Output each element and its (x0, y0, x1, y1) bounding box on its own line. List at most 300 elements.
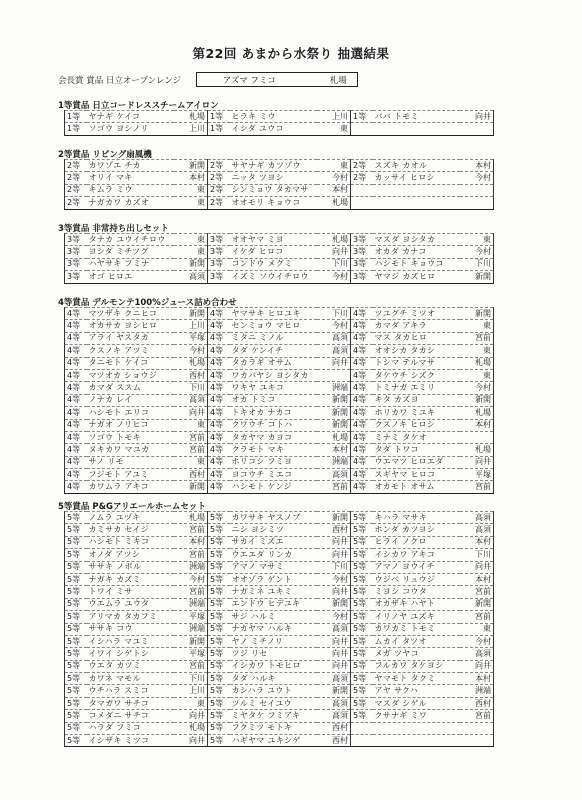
empty-cell (351, 123, 373, 135)
prize-rank: 3等 (65, 271, 87, 283)
winner-name: オカザキ ハヤト (373, 598, 460, 610)
winner-name: カワムラ アキコ (87, 481, 174, 493)
winner-place: 東 (460, 369, 494, 381)
winner-name: サジ ハルミ (230, 611, 317, 623)
winner-name: ヤナギ ケイコ (87, 111, 174, 123)
winner-name: ワキヤ ユキコ (230, 382, 317, 394)
winner-name: サヤナギ カツゾウ (230, 160, 317, 172)
winner-name: オオヤマ ミヨ (230, 234, 317, 246)
winner-name: イシカワ トモヒロ (230, 660, 317, 672)
winner-place: 東 (460, 320, 494, 332)
winner-name: ナガキ カズミ (87, 573, 174, 585)
table-row (65, 512, 494, 524)
prize-rank: 5等 (351, 710, 373, 722)
prize-rank: 5等 (351, 512, 373, 524)
winner-name: ツユグチ ミツオ (373, 308, 460, 320)
winner-name: ヌキカワ マユカ (87, 444, 174, 456)
winner-place: 今村 (460, 172, 494, 184)
winner-place: 向井 (460, 456, 494, 468)
table-row (65, 382, 494, 394)
winner-name: オリイ マキ (87, 172, 174, 184)
prize-rank: 4等 (208, 407, 230, 419)
empty-cell (460, 123, 494, 135)
winner-name: ナガカワ カズオ (87, 197, 174, 209)
winner-name: ハギヤマ ユキシゲ (230, 735, 317, 747)
empty-cell (351, 722, 373, 734)
winner-name: ハヤサキ フミナ (87, 258, 174, 270)
table-row (65, 598, 494, 610)
winner-name: タダ ハルキ (230, 673, 317, 685)
winner-place: 向井 (317, 549, 351, 561)
winner-name: ノムラ ユヅキ (87, 512, 174, 524)
winner-place: 札場 (460, 444, 494, 456)
prize-rank: 5等 (208, 524, 230, 536)
winner-name: カミサカ セイジ (87, 524, 174, 536)
prize-rank: 5等 (65, 735, 87, 747)
winner-name: ヨシダ ミチツグ (87, 246, 174, 258)
prize-rank: 3等 (65, 246, 87, 258)
winner-name: コメダニ サチコ (87, 710, 174, 722)
winners-table (64, 511, 494, 747)
winner-name: ウエエダ リンカ (230, 549, 317, 561)
section-heading: 5等賞品 P&Gアリエールホームセット (58, 502, 206, 512)
winner-place: 札場 (317, 431, 351, 443)
winner-place: 高須 (460, 648, 494, 660)
winner-name: ミタニ ミノル (230, 332, 317, 344)
winner-name: ヤマジ カズヒロ (373, 271, 460, 283)
winner-name: マツオカ ショウジ (87, 369, 174, 381)
prize-rank: 2等 (351, 172, 373, 184)
winner-place: 向井 (460, 660, 494, 672)
winner-place: 本村 (460, 419, 494, 431)
table-row (65, 735, 494, 747)
empty-cell (351, 197, 373, 209)
prize-rank: 5等 (351, 635, 373, 647)
grand-prize-box (196, 72, 358, 87)
prize-rank: 5等 (351, 623, 373, 635)
winner-place: 宮前 (317, 481, 351, 493)
prize-rank: 5等 (65, 722, 87, 734)
winner-name: ウチハラ スミコ (87, 685, 174, 697)
winner-name: フジモト アユミ (87, 469, 174, 481)
winner-place: 札場 (174, 722, 208, 734)
winner-place: 今村 (317, 611, 351, 623)
prize-rank: 5等 (208, 635, 230, 647)
winner-name: フクミツ モトキ (230, 722, 317, 734)
winner-name: ヒラキ ミウ (230, 111, 317, 123)
prize-rank: 5等 (351, 673, 373, 685)
prize-rank: 5等 (351, 611, 373, 623)
winner-place: 下川 (174, 382, 208, 394)
winner-name: ハラダ フミコ (87, 722, 174, 734)
winner-name: オノダ アツシ (87, 549, 174, 561)
prize-rank: 4等 (208, 382, 230, 394)
winner-place: 宮前 (174, 444, 208, 456)
winner-name: カッサイ ヒロシ (373, 172, 460, 184)
winner-name: カワカミ トモミ (373, 623, 460, 635)
winner-name: カワネ マモル (87, 673, 174, 685)
winner-name: アリマカ タカフミ (87, 611, 174, 623)
winner-place: 札場 (317, 234, 351, 246)
table-row (65, 481, 494, 493)
prize-rank: 4等 (208, 320, 230, 332)
prize-rank: 5等 (208, 648, 230, 660)
winner-place: 平塚 (460, 469, 494, 481)
prize-rank: 5等 (65, 536, 87, 548)
grand-prize-winner: アズマ フミコ (222, 76, 276, 86)
winner-name: キタ カズヨ (373, 394, 460, 406)
winner-name: オオシカ タカシ (373, 345, 460, 357)
table-row (65, 197, 494, 209)
winner-name: ミヨシ コウタ (373, 586, 460, 598)
winner-name: イワイ シゲトシ (87, 648, 174, 660)
winner-name: ワカバヤシ ヨシタカ (230, 369, 317, 381)
winner-name: オカモト オサム (373, 481, 460, 493)
winner-name: カマダ ススム (87, 382, 174, 394)
prize-rank: 5等 (208, 735, 230, 747)
winner-place: 札場 (174, 111, 208, 123)
winner-name: ナガオ ノリヒコ (87, 419, 174, 431)
winner-name: ウエムラ ユウタ (87, 598, 174, 610)
winners-table (64, 307, 494, 494)
table-row (65, 419, 494, 431)
table-row (65, 611, 494, 623)
empty-cell (460, 722, 494, 734)
winner-place: 東 (174, 697, 208, 709)
winner-name: トミナガ エミリ (373, 382, 460, 394)
winner-name: イシカワ アキコ (373, 549, 460, 561)
winner-place: 東 (174, 246, 208, 258)
table-row (65, 320, 494, 332)
prize-rank: 5等 (351, 598, 373, 610)
prize-rank: 5等 (208, 697, 230, 709)
winner-name: ナガミネ ユキミ (230, 586, 317, 598)
winner-name: ミヤタケ フミアキ (230, 710, 317, 722)
prize-rank: 4等 (65, 469, 87, 481)
winner-name: ソゴウ ヨシノリ (87, 123, 174, 135)
winner-place: 宮前 (174, 660, 208, 672)
prize-rank: 2等 (208, 184, 230, 196)
winner-place: 本村 (460, 573, 494, 585)
table-row (65, 697, 494, 709)
winner-place: 高須 (174, 394, 208, 406)
winner-name: トキオカ ナカコ (230, 407, 317, 419)
empty-cell (351, 735, 373, 747)
winner-place: 東 (317, 160, 351, 172)
winner-place: 向井 (174, 710, 208, 722)
prize-rank: 5等 (208, 623, 230, 635)
empty-cell (373, 123, 460, 135)
winner-place: 宮前 (174, 524, 208, 536)
winner-place: 東 (174, 184, 208, 196)
winner-name: ヨコウチ ミエコ (230, 469, 317, 481)
winner-place: 向井 (317, 635, 351, 647)
prize-rank: 4等 (351, 481, 373, 493)
winner-place: 新開 (460, 308, 494, 320)
winner-place: 札場 (317, 197, 351, 209)
section-heading: 1等賞品 日立コードレススチームアイロン (58, 101, 219, 111)
prize-rank: 5等 (65, 635, 87, 647)
winner-name: ナカヤマ ハルキ (230, 623, 317, 635)
winner-place: 高須 (317, 710, 351, 722)
winner-place: 本村 (317, 444, 351, 456)
winner-place: 高須 (317, 697, 351, 709)
prize-rank: 4等 (65, 407, 87, 419)
winner-place: 本村 (317, 184, 351, 196)
empty-cell (373, 184, 460, 196)
winner-name: センミョウ マヒロ (230, 320, 317, 332)
prize-rank: 4等 (65, 394, 87, 406)
table-row (65, 123, 494, 135)
winner-place: 新開 (174, 160, 208, 172)
winner-name: アマノ マサミ (230, 561, 317, 573)
table-row (65, 573, 494, 585)
prize-rank: 5等 (208, 536, 230, 548)
table-row (65, 246, 494, 258)
empty-cell (351, 184, 373, 196)
prize-rank: 4等 (65, 419, 87, 431)
winner-name: クラモト マキ (230, 444, 317, 456)
winner-place: 向井 (317, 246, 351, 258)
prize-rank: 4等 (65, 320, 87, 332)
winner-place: 札場 (460, 357, 494, 369)
winner-place: 新開 (460, 394, 494, 406)
section-heading: 3等賞品 非常持ち出しセット (58, 224, 169, 234)
winner-name: イリノヤ ユズキ (373, 611, 460, 623)
prize-rank: 1等 (65, 111, 87, 123)
prize-rank: 5等 (65, 561, 87, 573)
winner-place: 向井 (460, 561, 494, 573)
winner-name: スズキ カオル (373, 160, 460, 172)
winner-name: スギヤマ ヒロコ (373, 469, 460, 481)
winner-name: ニッタ ツヨシ (230, 172, 317, 184)
winner-name: ミナミ タケオ (373, 431, 460, 443)
winner-place: 高須 (460, 524, 494, 536)
winner-place: 札場 (174, 512, 208, 524)
prize-rank: 4等 (351, 431, 373, 443)
winner-place: 下川 (317, 308, 351, 320)
winner-place: 新開 (460, 271, 494, 283)
prize-rank: 3等 (208, 234, 230, 246)
prize-rank: 5等 (208, 660, 230, 672)
winner-name: イシダ ユウコ (230, 123, 317, 135)
winner-place: 下川 (317, 258, 351, 270)
table-row (65, 456, 494, 468)
prize-rank: 3等 (351, 246, 373, 258)
winner-name: タカヤマ カヨコ (230, 431, 317, 443)
table-row (65, 648, 494, 660)
prize-rank: 5等 (65, 524, 87, 536)
prize-rank: 4等 (351, 369, 373, 381)
table-row (65, 524, 494, 536)
winner-place: 新開 (317, 419, 351, 431)
winner-place: 向井 (460, 111, 494, 123)
winner-place: 新開 (317, 512, 351, 524)
prize-rank: 4等 (351, 407, 373, 419)
winner-name: ハシモト ミキコ (87, 536, 174, 548)
prize-rank: 3等 (208, 258, 230, 270)
winner-name: アライ ヤスタカ (87, 332, 174, 344)
winner-name: イケダ ヒロコ (230, 246, 317, 258)
prize-rank: 4等 (351, 456, 373, 468)
winner-name: トシマ テルマサ (373, 357, 460, 369)
winner-name: オカサカ ヨシヒロ (87, 320, 174, 332)
winner-place: 西村 (317, 524, 351, 536)
prize-rank: 5等 (65, 598, 87, 610)
table-row (65, 345, 494, 357)
winner-name: クサナギ ミワ (373, 710, 460, 722)
winner-name: アマノ ヨウイチ (373, 561, 460, 573)
winner-place: 東 (174, 456, 208, 468)
winner-name: オゴ ヒロエ (87, 271, 174, 283)
prize-rank: 1等 (351, 111, 373, 123)
winner-place: 今村 (174, 573, 208, 585)
winner-place: 宮前 (174, 431, 208, 443)
winner-name: カマダ アキラ (373, 320, 460, 332)
winner-name: ヤマモト タクミ (373, 673, 460, 685)
winner-name: タダ トワコ (373, 444, 460, 456)
winner-place: 新開 (174, 635, 208, 647)
winner-place: 本村 (460, 536, 494, 548)
prize-rank: 5等 (65, 623, 87, 635)
table-row (65, 673, 494, 685)
prize-rank: 3等 (351, 271, 373, 283)
winner-name: キムラ ミウ (87, 184, 174, 196)
winner-place: 今村 (460, 635, 494, 647)
prize-rank: 5等 (351, 697, 373, 709)
winner-place: 高須 (174, 271, 208, 283)
empty-cell (460, 184, 494, 196)
grand-prize-row (58, 72, 358, 87)
prize-rank: 5等 (208, 586, 230, 598)
table-row (65, 549, 494, 561)
winner-place: 東 (460, 623, 494, 635)
winner-place (460, 431, 494, 443)
prize-rank: 2等 (65, 197, 87, 209)
winner-name: ツルミ セイユウ (230, 697, 317, 709)
winner-place: 新開 (317, 394, 351, 406)
winner-place: 高須 (317, 673, 351, 685)
winner-place: 洲端 (317, 456, 351, 468)
winner-place: 西村 (174, 369, 208, 381)
winner-place: 宮前 (460, 611, 494, 623)
empty-cell (373, 735, 460, 747)
winner-name: ハシモト ケンジ (230, 481, 317, 493)
winner-place: 下川 (174, 673, 208, 685)
prize-rank: 5等 (208, 673, 230, 685)
prize-rank: 2等 (65, 172, 87, 184)
winner-name: オオモリ キョウコ (230, 197, 317, 209)
winner-place: 本村 (460, 160, 494, 172)
winner-name: エンドウ ヒデユキ (230, 598, 317, 610)
winner-place: 高須 (317, 469, 351, 481)
prize-rank: 2等 (65, 160, 87, 172)
winner-name: ババ トモミ (373, 111, 460, 123)
winner-place: 向井 (174, 735, 208, 747)
prize-rank: 5等 (351, 549, 373, 561)
prize-rank: 5等 (351, 648, 373, 660)
winner-name: ツジ リセ (230, 648, 317, 660)
table-row (65, 111, 494, 123)
winner-name: マツザキ クニヒコ (87, 308, 174, 320)
prize-rank: 4等 (351, 382, 373, 394)
table-row (65, 407, 494, 419)
winner-name: タダ ケンイチ (230, 345, 317, 357)
table-row (65, 586, 494, 598)
prize-rank: 5等 (208, 722, 230, 734)
winner-name: タナカ ユウイチロウ (87, 234, 174, 246)
prize-rank: 4等 (65, 456, 87, 468)
winner-name: ヤマサキ ヒロユキ (230, 308, 317, 320)
prize-rank: 3等 (208, 271, 230, 283)
table-row (65, 258, 494, 270)
winner-place: 向井 (317, 536, 351, 548)
winner-place: 宮前 (174, 549, 208, 561)
winner-place: 向井 (174, 407, 208, 419)
prize-rank: 5等 (65, 685, 87, 697)
prize-rank: 5等 (208, 685, 230, 697)
prize-rank: 5等 (208, 512, 230, 524)
winner-name: ノナカ レイ (87, 394, 174, 406)
winner-name: タケウチ シズク (373, 369, 460, 381)
winner-place: 宮前 (460, 332, 494, 344)
prize-rank: 4等 (208, 332, 230, 344)
winner-place: 本村 (174, 536, 208, 548)
winner-name: ホリコシ フミヨ (230, 456, 317, 468)
winner-name: オカダ カナコ (373, 246, 460, 258)
winner-place: 今村 (317, 172, 351, 184)
prize-rank: 5等 (208, 561, 230, 573)
prize-rank: 4等 (351, 444, 373, 456)
prize-rank: 4等 (65, 345, 87, 357)
winner-place: 東 (174, 234, 208, 246)
prize-rank: 5等 (208, 611, 230, 623)
prize-rank: 3等 (65, 258, 87, 270)
page-title: 第22回 あまから水祭り 抽選結果 (192, 46, 390, 61)
winner-place: 札場 (460, 407, 494, 419)
prize-rank: 5等 (208, 598, 230, 610)
prize-rank: 5等 (351, 536, 373, 548)
winner-place: 下川 (460, 258, 494, 270)
winner-place: 西村 (317, 735, 351, 747)
winner-name: イシハラ マユミ (87, 635, 174, 647)
table-row (65, 308, 494, 320)
prize-rank: 5等 (208, 549, 230, 561)
winner-name: サノ リモ (87, 456, 174, 468)
table-row (65, 234, 494, 246)
winner-place: 宮前 (460, 586, 494, 598)
winner-name: マスダ シゲル (373, 697, 460, 709)
prize-rank: 4等 (351, 394, 373, 406)
prize-rank: 2等 (208, 160, 230, 172)
winner-name: マス タカヒロ (373, 332, 460, 344)
winner-name: カワゾエ チカ (87, 160, 174, 172)
winner-place: 下川 (460, 549, 494, 561)
empty-cell (373, 197, 460, 209)
winner-name: ムカイ タツオ (373, 635, 460, 647)
winner-place: 本村 (174, 172, 208, 184)
prize-rank: 4等 (208, 444, 230, 456)
winner-place: 新開 (317, 407, 351, 419)
winner-name: ソゴウ トモキ (87, 431, 174, 443)
prize-rank: 4等 (208, 357, 230, 369)
winner-place (317, 369, 351, 381)
winner-name: ウエタ カツミ (87, 660, 174, 672)
winner-name: フルカワ タケヨシ (373, 660, 460, 672)
prize-rank: 3等 (351, 234, 373, 246)
winner-place: 新開 (174, 308, 208, 320)
winner-place: 上川 (174, 320, 208, 332)
